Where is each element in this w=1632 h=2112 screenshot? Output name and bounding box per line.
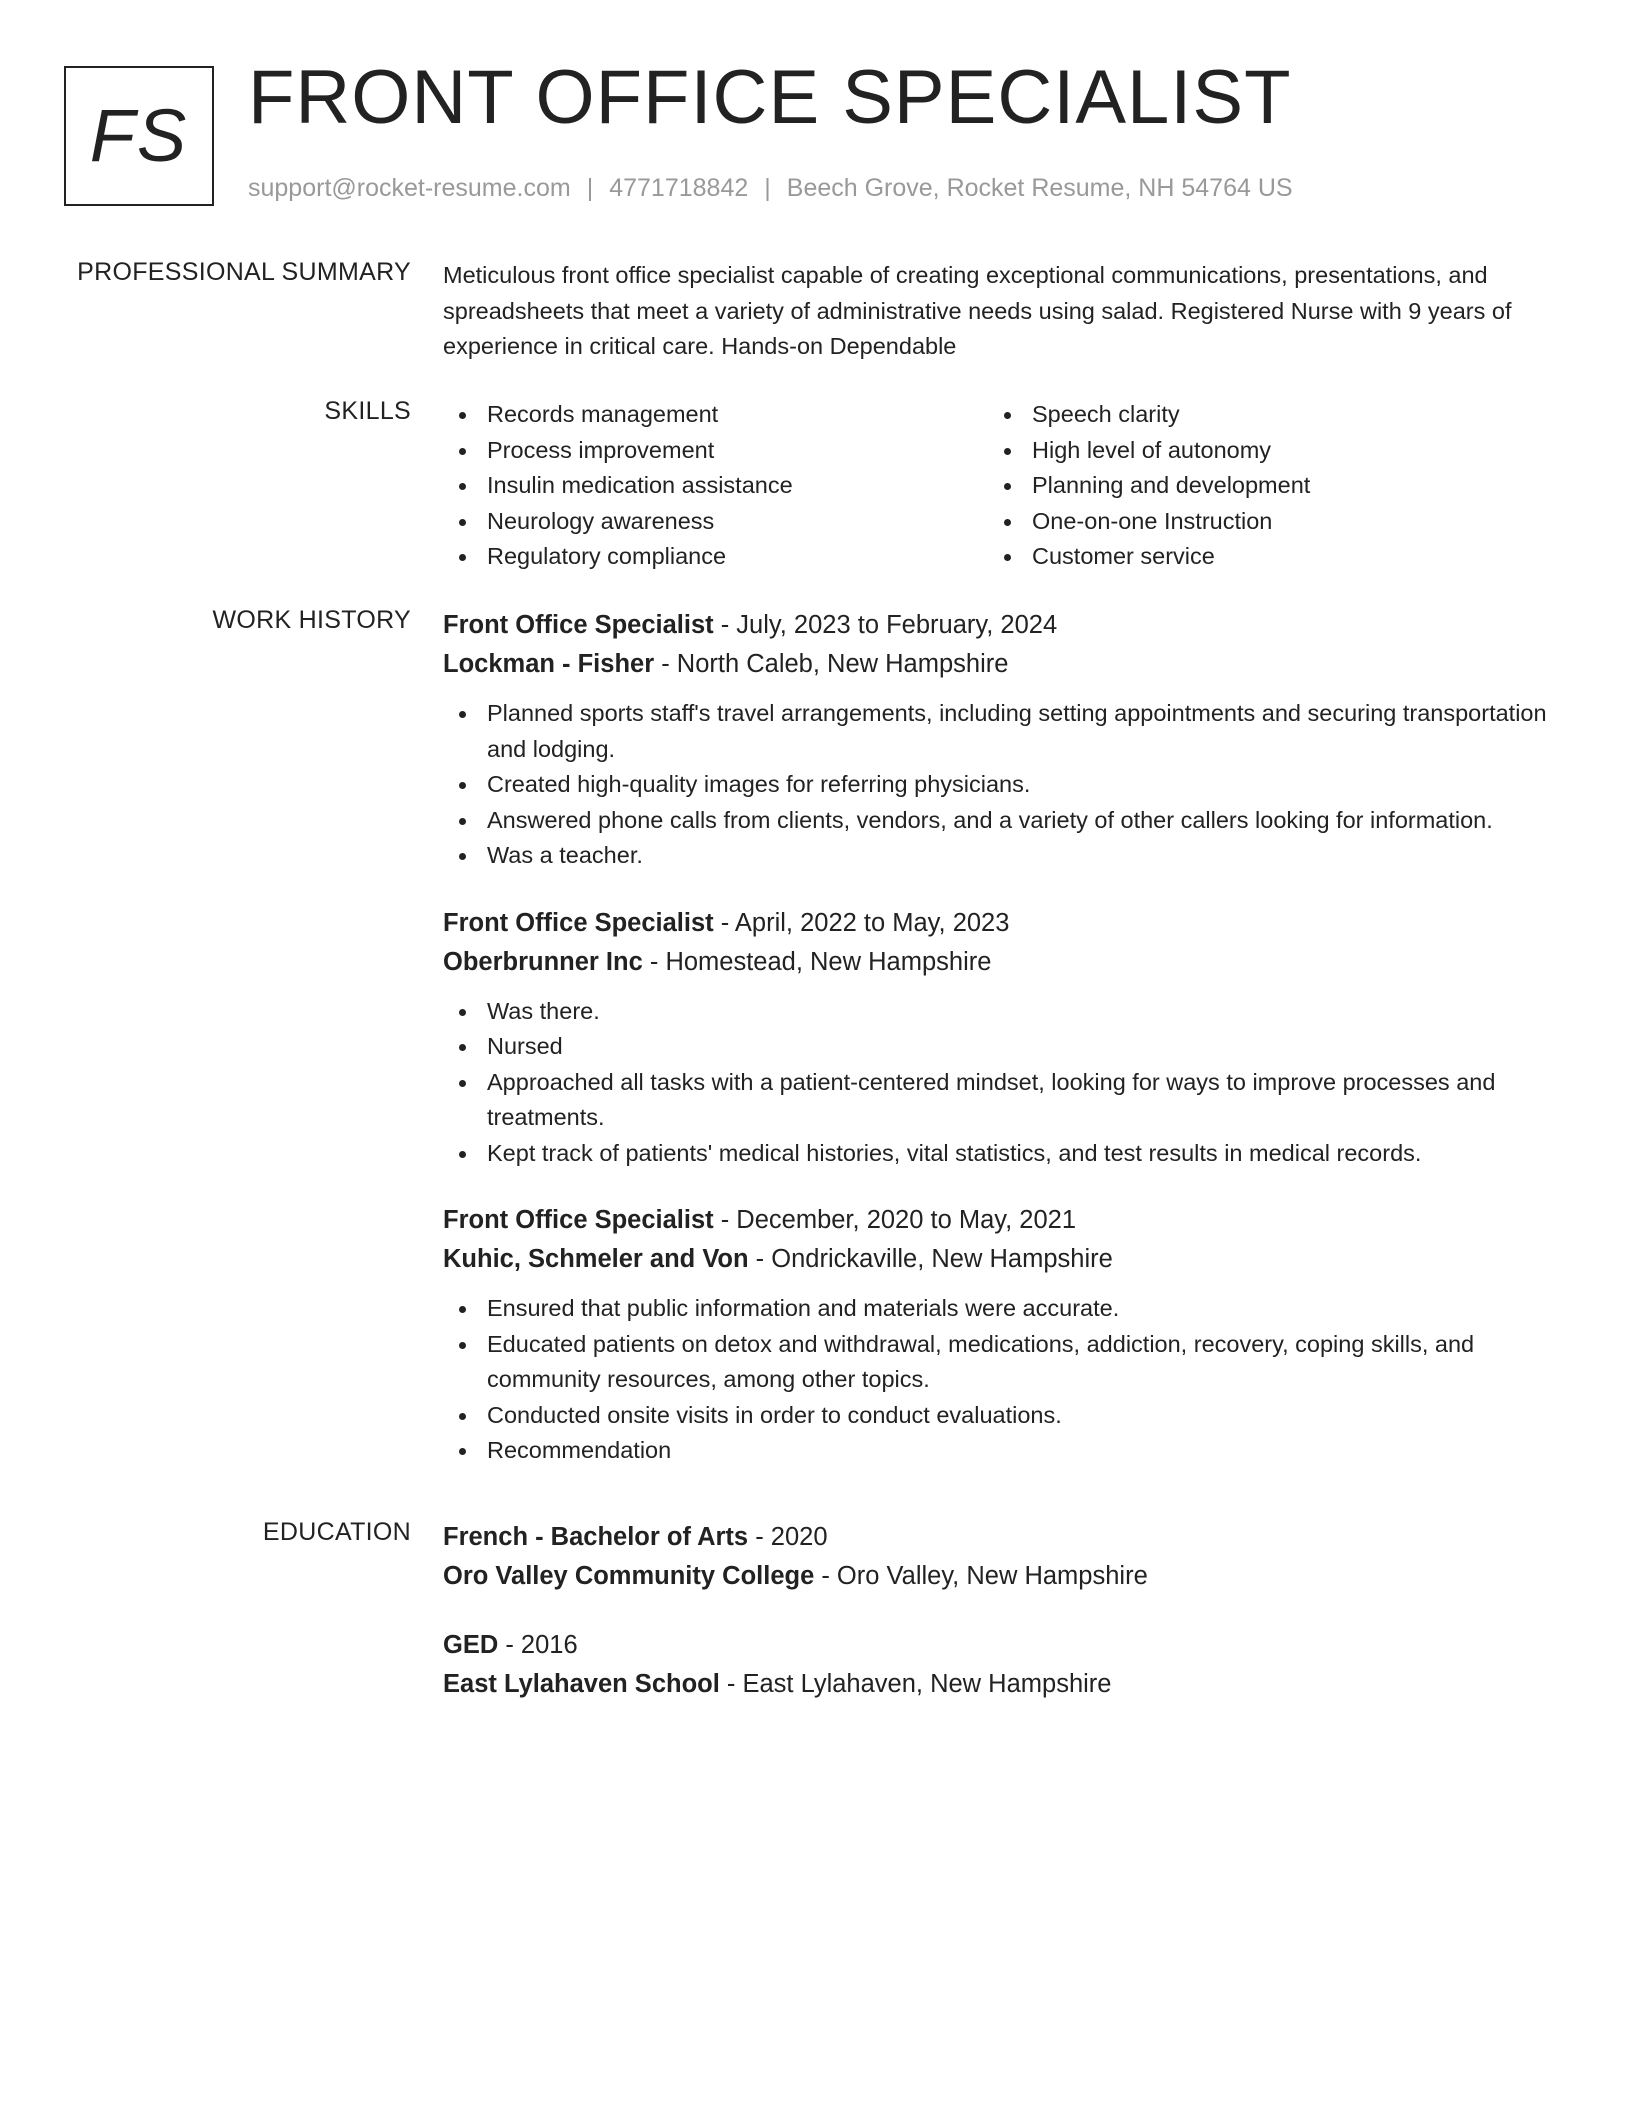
job-dates: - April, 2022 to May, 2023 — [713, 908, 1010, 937]
skill-item: Neurology awareness — [443, 504, 988, 540]
job-bullet: Nursed — [443, 1029, 1553, 1065]
job-bullet: Was a teacher. — [443, 838, 1553, 874]
job-bullet: Ensured that public information and materials were accurate. — [443, 1291, 1553, 1327]
job-bullet: Planned sports staff's travel arrangements, including setting appointments and securing transportation and lodging. — [443, 696, 1553, 767]
skill-item: Planning and development — [988, 468, 1533, 504]
job-bullets — [443, 1291, 1553, 1469]
job-bullet: Conducted onsite visits in order to conduct evaluations. — [443, 1398, 1553, 1434]
education-entry — [443, 1626, 1553, 1704]
job-location: - North Caleb, New Hampshire — [654, 650, 1009, 678]
work-history-label: WORK HISTORY — [212, 606, 411, 634]
job-title-line — [443, 606, 1553, 645]
skill-item: One-on-one Instruction — [988, 504, 1533, 540]
skills-right-list — [988, 397, 1533, 575]
education-degree-line — [443, 1518, 1553, 1557]
skill-item: Regulatory compliance — [443, 539, 988, 575]
job-title: Front Office Specialist — [443, 908, 714, 937]
job-bullet: Answered phone calls from clients, vendors, and a variety of other callers looking for information. — [443, 803, 1553, 839]
skills-label: SKILLS — [324, 397, 411, 425]
job-company: Oberbrunner Inc — [443, 947, 643, 976]
education-degree: GED — [443, 1631, 499, 1659]
monogram-box — [64, 66, 214, 206]
education-year: - 2016 — [498, 1631, 578, 1659]
education-degree: French - Bachelor of Arts — [443, 1523, 749, 1551]
education-entry — [443, 1518, 1553, 1596]
job-bullet: Kept track of patients' medical histories, vital statistics, and test results in medical records. — [443, 1136, 1553, 1172]
education-school-line — [443, 1557, 1553, 1596]
job-title-line — [443, 904, 1553, 943]
education-school-line — [443, 1665, 1553, 1704]
skill-item: Insulin medication assistance — [443, 468, 988, 504]
skills-left-list — [443, 397, 988, 575]
skill-item: Records management — [443, 397, 988, 433]
education-location: - East Lylahaven, New Hampshire — [719, 1670, 1112, 1698]
job-entry — [443, 1201, 1553, 1469]
skill-item: High level of autonomy — [988, 433, 1533, 469]
summary-label: PROFESSIONAL SUMMARY — [77, 258, 411, 286]
job-bullet: Approached all tasks with a patient-centered mindset, looking for ways to improve processes and treatments. — [443, 1065, 1553, 1136]
job-company-line — [443, 943, 1553, 982]
education-location: - Oro Valley, New Hampshire — [814, 1562, 1148, 1590]
contact-phone[interactable]: 4771718842 — [609, 174, 749, 202]
contact-line — [248, 174, 1293, 203]
job-bullets — [443, 994, 1553, 1172]
job-dates: - December, 2020 to May, 2021 — [713, 1206, 1077, 1234]
job-company: Lockman - Fisher — [443, 650, 655, 678]
job-title: Front Office Specialist — [443, 1206, 714, 1234]
contact-address: Beech Grove, Rocket Resume, NH 54764 US — [786, 174, 1293, 202]
job-company-line — [443, 645, 1553, 684]
job-company-line — [443, 1240, 1553, 1279]
education-label: EDUCATION — [262, 1518, 411, 1546]
job-location: - Homestead, New Hampshire — [642, 947, 992, 976]
job-title-line — [443, 1201, 1553, 1240]
summary-body — [443, 258, 1553, 365]
contact-separator: | — [764, 174, 771, 202]
job-bullet: Educated patients on detox and withdrawal, medications, addiction, recovery, coping skills, and community resources, among other topics. — [443, 1327, 1553, 1398]
summary-text: Meticulous front office specialist capable of creating exceptional communications, presentations, and spreadsheets that meet a variety of administrative needs using salad. Registered Nurse with 9 years of experience in critical care. Hands-on Dependable — [443, 262, 1512, 359]
skill-item: Speech clarity — [988, 397, 1533, 433]
job-dates: - July, 2023 to February, 2024 — [713, 611, 1058, 639]
monogram-initials: FS — [89, 94, 189, 177]
job-title: Front Office Specialist — [443, 611, 714, 639]
job-company: Kuhic, Schmeler and Von — [443, 1245, 749, 1273]
job-location: - Ondrickaville, New Hampshire — [748, 1245, 1113, 1273]
education-degree-line — [443, 1626, 1553, 1665]
skills-body — [443, 397, 1553, 575]
education-school: Oro Valley Community College — [443, 1562, 815, 1590]
contact-email[interactable]: support@rocket-resume.com — [248, 174, 571, 202]
education-body — [443, 1518, 1553, 1734]
page-title: FRONT OFFICE SPECIALIST — [248, 55, 1292, 140]
job-bullet: Recommendation — [443, 1433, 1553, 1469]
job-entry — [443, 606, 1553, 874]
education-year: - 2020 — [748, 1523, 828, 1551]
job-bullet: Created high-quality images for referring physicians. — [443, 767, 1553, 803]
job-entry — [443, 904, 1553, 1172]
education-school: East Lylahaven School — [443, 1670, 720, 1698]
job-bullets — [443, 696, 1553, 874]
skill-item: Customer service — [988, 539, 1533, 575]
contact-separator: | — [586, 174, 594, 202]
job-bullet: Was there. — [443, 994, 1553, 1030]
skill-item: Process improvement — [443, 433, 988, 469]
work-history-body — [443, 606, 1553, 1499]
